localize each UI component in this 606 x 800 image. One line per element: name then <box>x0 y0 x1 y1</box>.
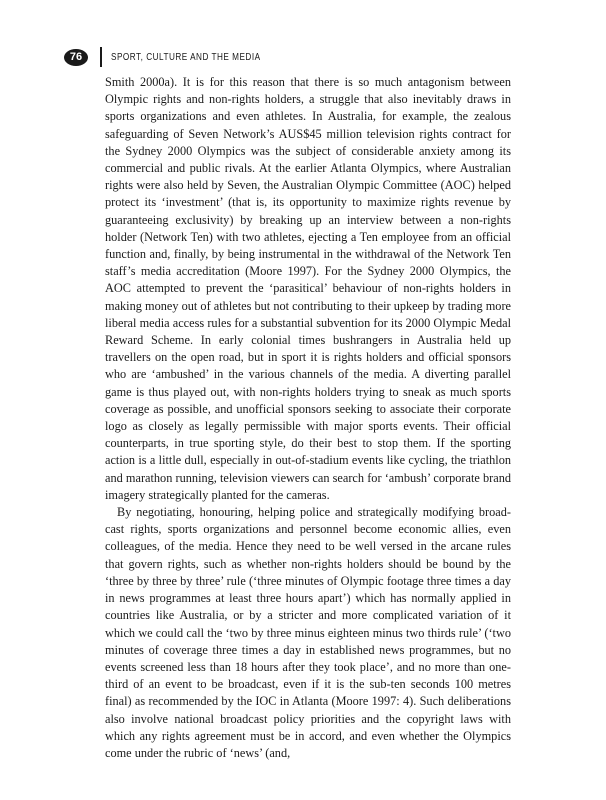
header-divider <box>100 47 102 67</box>
running-head: SPORT, CULTURE AND THE MEDIA <box>111 51 261 63</box>
paragraph: Smith 2000a). It is for this reason that there is so much antagonism between Olympic rights and non-rights holders, a struggle that also inevitably draws in sports organizations and even athletes. In Australia, for example, the zealous safeguarding of Seven Network’s AUS$45 million television rights contract for the Sydney 2000 Olympics was the subject of considerable anxiety among its commercial and public rivals. At the earlier Atlanta Olympics, where Australian rights were also held by Seven, the Australian Olympic Committee (AOC) helped protect its ‘investment’ (that is, its opportunity to maximize rights revenue by guaranteeing exclusivity) by breaking up an interview between a non-rights holder (Network Ten) with two athletes, ejecting a Ten employee from an official function and, finally, by being instrumental in the withdrawal of the Network Ten staff’s media accreditation (Moore 1997). For the Sydney 2000 Olympics, the AOC attempted to prevent the ‘parasitical’ behaviour of non-rights holders in making money out of athletes but not contributing to their upkeep by trading more liberal media access rules for a substantial subvention for its 2000 Olympic Medal Reward Scheme. In early colonial times bushrangers in Australia held up travellers on the open road, but in sport it is rights holders and official sponsors who are ‘ambushed’ in the various channels of the media. A diverting parallel game is thus played out, with non-rights holders trying to sneak as much sports coverage as possible, and unofficial sponsors seeking to associate their corporate logo as closely as legally permissible with major sports events. Their official counterparts, in true sporting style, do their best to stop them. If the sporting action is a little dull, especially in out-of-stadium events like cycling, the triathlon and marathon running, television viewers can search for ‘ambush’ corporate brand imagery strategically planted for the cameras. <box>105 75 511 502</box>
page-number: 76 <box>64 49 88 66</box>
page-header <box>64 44 293 70</box>
paragraph: By negotiating, honouring, helping police and strategically modifying broadcast rights, sports organizations and personnel become economic allies, even colleagues, of the media. Hence they need to be well versed in the arcane rules that govern rights, such as whether non-rights holders should be bound by the ‘three by three by three’ rule (‘three minutes of Olympic footage three times a day in news programmes at least three hours apart’) which has normally applied in countries like Australia, or by a stricter and more complicated variation of it which we could call the ‘two by three minus eighteen minus two thirds rule’ (‘two minutes of coverage three times a day in established news programmes, but no events screened less than 18 hours after they took place’, and no more than one-third of an event to be broadcast, even if it is the sub-ten seconds 100 metres final) as recommended by the IOC in Atlanta (Moore 1997: 4). Such deliberations also involve national broadcast policy priorities and the copyright laws with which any rights agreement must be in accord, and even whether the Olympics come under the rubric of ‘news’ (and, <box>105 505 511 760</box>
body-text <box>105 74 511 762</box>
